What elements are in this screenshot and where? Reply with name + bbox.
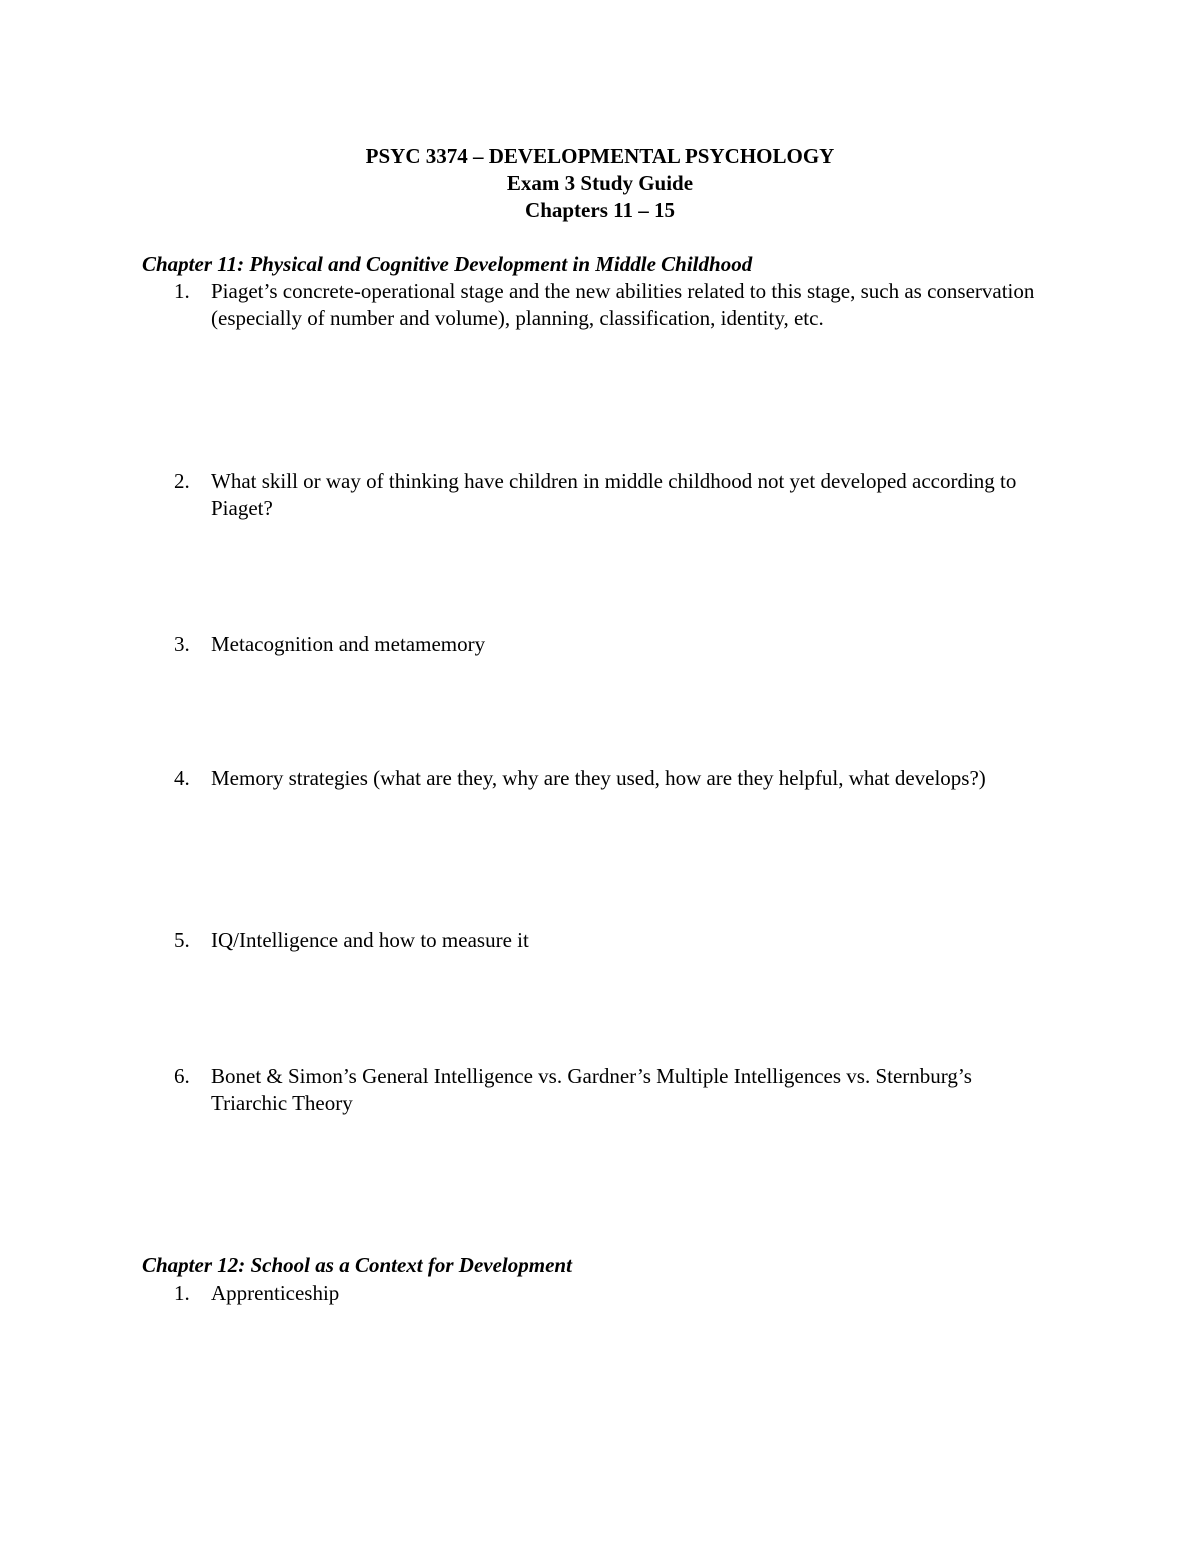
list-item-text: What skill or way of thinking have children in middle childhood not yet developed according to Piaget? xyxy=(211,469,1017,520)
list-item-number: 2. xyxy=(174,469,190,493)
list-item-text: IQ/Intelligence and how to measure it xyxy=(211,928,529,952)
list-item-number: 6. xyxy=(174,1064,190,1088)
list-item-number: 5. xyxy=(174,928,190,952)
exam-title: Exam 3 Study Guide xyxy=(506,171,694,195)
chapters-range: Chapters 11 – 15 xyxy=(525,198,675,222)
chapter-12-heading: Chapter 12: School as a Context for Development xyxy=(142,1253,572,1277)
course-title: PSYC 3374 – DEVELOPMENTAL PSYCHOLOGY xyxy=(365,144,835,168)
list-item-number: 1. xyxy=(174,279,190,303)
list-item-number: 3. xyxy=(174,632,190,656)
document-header xyxy=(0,143,1200,224)
chapter-11-heading: Chapter 11: Physical and Cognitive Development in Middle Childhood xyxy=(142,252,753,276)
list-item-text: Apprenticeship xyxy=(211,1281,340,1305)
list-item-text: Bonet & Simon’s General Intelligence vs. Gardner’s Multiple Intelligences vs. Sternburg’s Triarchic Theory xyxy=(211,1064,972,1115)
list-item-text: Piaget’s concrete-operational stage and the new abilities related to this stage, such as conservation (especially of number and volume), planning, classification, identity, etc. xyxy=(211,279,1035,330)
list-item-number: 1. xyxy=(174,1281,190,1305)
list-item-text: Metacognition and metamemory xyxy=(211,632,486,656)
list-item-text: Memory strategies (what are they, why are they used, how are they helpful, what develops?) xyxy=(211,766,986,790)
list-item-number: 4. xyxy=(174,766,190,790)
